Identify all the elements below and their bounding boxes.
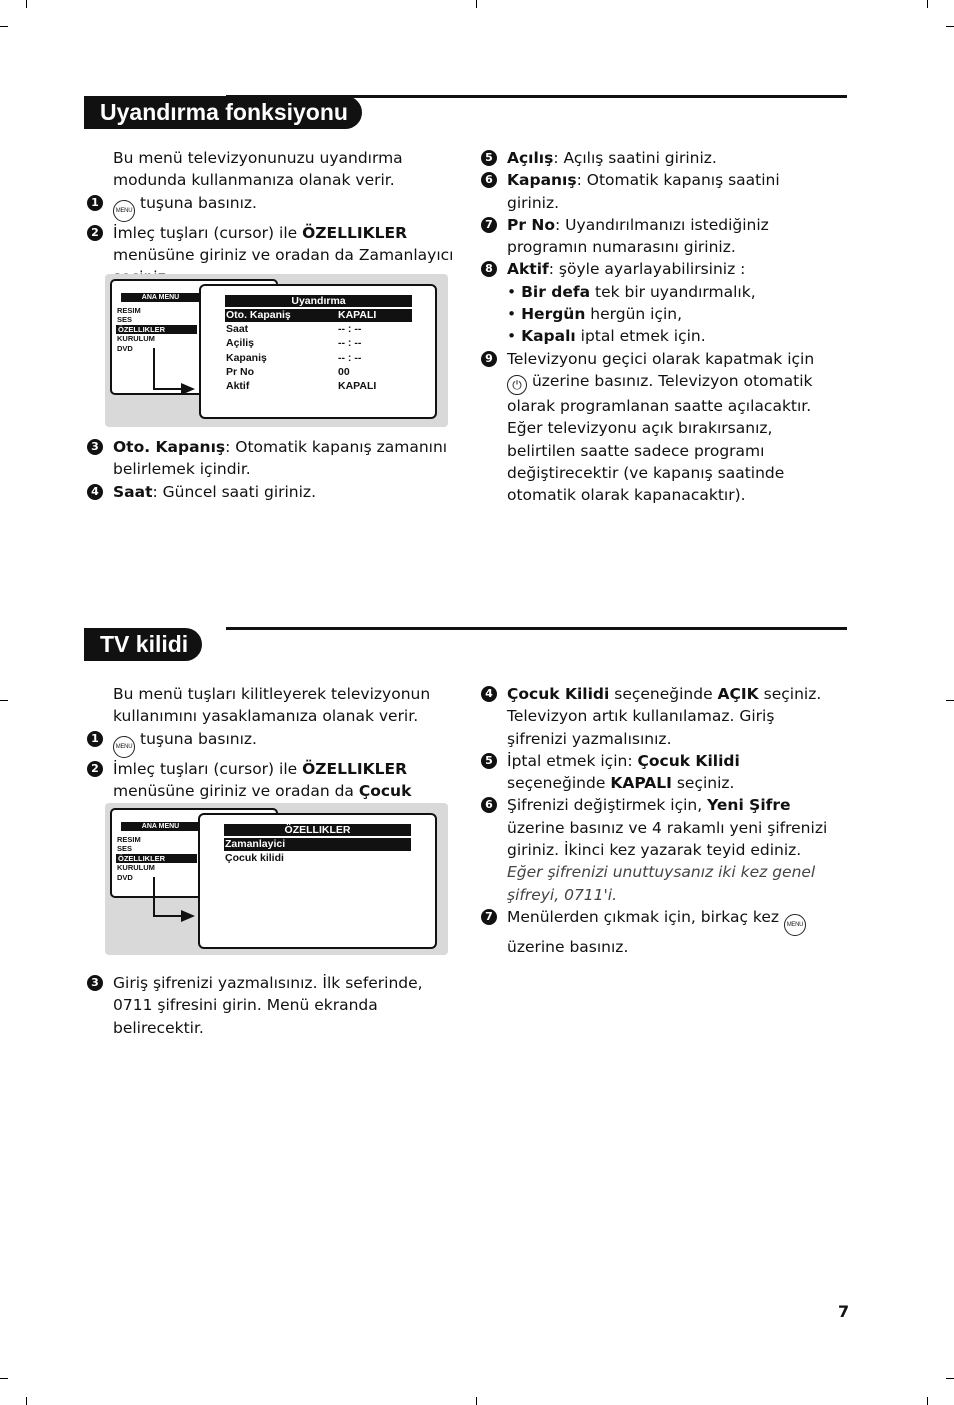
step-number-9: 9 <box>481 351 497 367</box>
step-number-4: 4 <box>481 686 497 702</box>
step-text: : Güncel saati giriniz. <box>152 482 316 501</box>
row-label: Saat <box>226 323 249 335</box>
step-text: : Otomatik kapanış zamanını belirlemek içindir. <box>113 438 448 479</box>
arrow-icon <box>181 910 195 922</box>
step-3 <box>85 436 457 481</box>
crop-mark <box>0 1378 8 1379</box>
row-value: KAPALI <box>338 309 377 321</box>
crop-mark <box>0 26 8 27</box>
intro-text: Bu menü televizyonunuzu uyandırma modunda kullanmanıza olanak verir. <box>113 149 403 190</box>
section1-left-column <box>85 147 457 288</box>
sub-menu-row <box>225 352 412 365</box>
sub-menu-panel <box>199 284 437 419</box>
sub-menu-row-selected <box>224 838 411 851</box>
step-text: seçiniz. <box>671 774 735 793</box>
row-label: Zamanlayici <box>225 838 286 850</box>
sub-menu-row <box>225 323 412 336</box>
crop-mark <box>26 0 27 8</box>
step-4 <box>85 481 457 503</box>
step-number-5: 5 <box>481 150 497 166</box>
row-label: Oto. Kapaniş <box>226 309 291 321</box>
step-5 <box>479 750 831 795</box>
crop-mark <box>946 700 954 701</box>
step-text: : Uyandırılmanızı istediğiniz programın numarasını giriniz. <box>507 215 769 257</box>
main-menu-item-selected: ÖZELLIKLER <box>116 325 197 334</box>
bullet-item: • Bir defa tek bir uyandırmalık, <box>507 282 756 301</box>
main-menu-item: DVD <box>117 873 133 882</box>
arrow-line <box>153 348 155 390</box>
row-label: Kapaniş <box>226 352 267 364</box>
step-text: : Açılış saatini giriniz. <box>553 149 717 167</box>
row-value: -- : -- <box>338 352 362 364</box>
step-number-3: 3 <box>87 439 103 455</box>
step-1 <box>85 728 457 758</box>
step-text: tuşuna basınız. <box>140 193 257 212</box>
step-3 <box>85 972 457 1039</box>
crop-mark <box>476 0 477 8</box>
crop-mark <box>0 700 8 701</box>
sub-menu-header: ÖZELLIKLER <box>224 824 411 836</box>
sub-menu-row <box>225 366 412 379</box>
crop-mark <box>927 1397 928 1405</box>
row-label: Pr No <box>226 366 255 378</box>
row-value: -- : -- <box>338 323 362 335</box>
main-menu-item: SES <box>117 315 133 324</box>
step-text: : şöyle ayarlayabilirsiniz : <box>548 260 746 279</box>
step-9-note: Eğer televizyonu açık bırakırsanız, belirtilen saatte sadece programı değiştirecektir (ve kapanış saatinde otomatik olarak kapanacaktır). <box>507 419 785 505</box>
main-menu-item: DVD <box>117 344 133 353</box>
step-number-7: 7 <box>481 909 497 925</box>
step-bold: Oto. Kapanış <box>113 438 226 456</box>
step-bold: Yeni Şifre <box>707 796 791 815</box>
row-label: Çocuk kilidi <box>225 852 284 864</box>
step-text: tuşuna basınız. <box>140 729 257 748</box>
bullet-bold: Bir defa <box>521 282 591 301</box>
step-text: : Otomatik kapanış saatini giriniz. <box>507 171 780 212</box>
section2-left-column-lower <box>85 972 457 1039</box>
step-6 <box>479 169 831 214</box>
crop-mark <box>26 1397 27 1405</box>
step-number-6: 6 <box>481 797 497 813</box>
step-7 <box>479 906 831 958</box>
step-bold: KAPALI <box>610 774 672 793</box>
step-bold: Aktif <box>507 260 549 279</box>
step-bold: Açılış <box>507 149 554 167</box>
menu-diagram <box>105 803 448 955</box>
bullet-text: tek bir uyandırmalık, <box>590 282 756 301</box>
sub-menu-row-selected <box>225 309 412 322</box>
sub-menu-header: Uyandırma <box>225 295 412 307</box>
step-9 <box>479 348 831 418</box>
bullet-bold: Kapalı <box>521 327 576 346</box>
step-text: Giriş şifrenizi yazmalısınız. İlk seferinde, 0711 şifresini girin. Menü ekranda belirecektir. <box>113 974 423 1037</box>
step-text: İmleç tuşları (cursor) ile <box>113 223 303 242</box>
step-number-6: 6 <box>481 172 497 188</box>
section1-right-column <box>479 147 831 506</box>
crop-mark <box>927 0 928 8</box>
step-5 <box>479 147 831 169</box>
main-menu-item: SES <box>117 844 133 853</box>
row-label: Açiliş <box>226 337 255 349</box>
step-text: seçeneğinde <box>507 774 611 793</box>
step-7 <box>479 214 831 259</box>
step-number-8: 8 <box>481 261 497 277</box>
step-text: İptal etmek için: <box>507 751 638 770</box>
section1-left-column-lower <box>85 436 457 503</box>
arrow-line <box>153 915 183 917</box>
step-text: üzerine basınız. <box>507 937 629 956</box>
step-bold: Pr No <box>507 215 556 234</box>
page-number: 7 <box>838 1302 850 1321</box>
step-bold: Çocuk <box>358 781 412 800</box>
arrow-line <box>153 388 183 390</box>
step-text: menüsüne giriniz ve oradan da Zamanlayıcı <box>113 245 454 264</box>
bullet-item: • Kapalı iptal etmek için. <box>507 327 706 346</box>
step-text: menüsüne giriniz ve oradan da <box>113 781 359 800</box>
step-number-1: 1 <box>87 731 103 747</box>
sub-menu-row <box>224 852 411 865</box>
step-bold: ÖZELLIKLER <box>302 759 408 778</box>
main-menu-item: KURULUM <box>117 334 155 343</box>
step-number-2: 2 <box>87 225 103 241</box>
row-value: -- : -- <box>338 337 362 349</box>
step-bold: ÖZELLIKLER <box>302 223 408 242</box>
step-text: üzerine basınız ve 4 rakamlı yeni şifrenizi giriniz. İkinci kez yazarak teyid ediniz. <box>507 818 828 860</box>
step-1 <box>85 192 457 222</box>
row-label: Aktif <box>226 380 250 392</box>
step-bold: Saat <box>113 482 153 501</box>
step-number-2: 2 <box>87 761 103 777</box>
step-number-4: 4 <box>87 484 103 500</box>
arrow-icon <box>181 383 195 395</box>
step-bold: Çocuk Kilidi <box>637 751 740 770</box>
step-text: Şifrenizi değiştirmek için, <box>507 796 708 815</box>
intro-text: Bu menü tuşları kilitleyerek televizyonun kullanımını yasaklamanıza olanak verir. <box>113 685 431 726</box>
step-number-1: 1 <box>87 195 103 211</box>
step-text: seçeneğinde <box>609 685 718 703</box>
step-text: Televizyonu geçici olarak kapatmak için <box>507 349 815 368</box>
step-text: Menülerden çıkmak için, birkaç kez <box>507 907 780 926</box>
step-number-5: 5 <box>481 753 497 769</box>
section-rule <box>226 627 847 630</box>
row-value: 00 <box>338 366 350 378</box>
bullet-bold: Hergün <box>521 305 586 324</box>
step-number-3: 3 <box>87 975 103 991</box>
step-6-note: Eğer şifrenizi unuttuysanız iki kez genel şifreyi, 0711'i. <box>507 863 816 904</box>
step-text: seçiniz. Televizyon artık kullanılamaz. Giriş şifrenizi yazmalısınız. <box>507 685 822 748</box>
crop-mark <box>946 26 954 27</box>
main-menu-item: KURULUM <box>117 863 155 872</box>
crop-mark <box>476 1397 477 1405</box>
main-menu-header: ANA MENU <box>121 293 200 302</box>
step-number-7: 7 <box>481 217 497 233</box>
step-4 <box>479 683 831 750</box>
main-menu-item-selected: ÖZELLIKLER <box>116 854 197 863</box>
sub-menu-row <box>225 337 412 350</box>
step-8 <box>479 258 831 280</box>
menu-diagram <box>105 274 448 427</box>
section-title: TV kilidi <box>84 628 202 661</box>
crop-mark <box>946 1378 954 1379</box>
step-bold: Kapanış <box>507 171 577 190</box>
step-bold: AÇIK <box>717 685 759 703</box>
sub-menu-panel <box>198 813 437 949</box>
step-6 <box>479 794 831 905</box>
section-title: Uyandırma fonksiyonu <box>84 96 362 129</box>
menu-button-icon: MENU <box>113 736 135 758</box>
arrow-line <box>153 877 155 917</box>
step-text: İmleç tuşları (cursor) ile <box>113 759 303 778</box>
section2-right-column <box>479 683 831 958</box>
main-menu-item: RESIM <box>117 306 141 315</box>
bullet-text: iptal etmek için. <box>575 327 706 346</box>
menu-button-icon: MENU <box>784 914 806 936</box>
step-text: üzerine basınız. Televizyon otomatik olarak programlanan saatte açılacaktır. <box>507 371 813 415</box>
bullet-text: hergün için, <box>585 305 683 324</box>
sub-menu-row <box>225 380 412 393</box>
bullet-item: • Hergün hergün için, <box>507 305 683 324</box>
power-button-icon: ⏻ <box>507 375 527 395</box>
step-bold: Çocuk Kilidi <box>507 685 610 703</box>
main-menu-item: RESIM <box>117 835 141 844</box>
main-menu-header: ANA MENU <box>121 822 200 831</box>
menu-button-icon: MENU <box>113 200 135 222</box>
row-value: KAPALI <box>338 380 377 392</box>
